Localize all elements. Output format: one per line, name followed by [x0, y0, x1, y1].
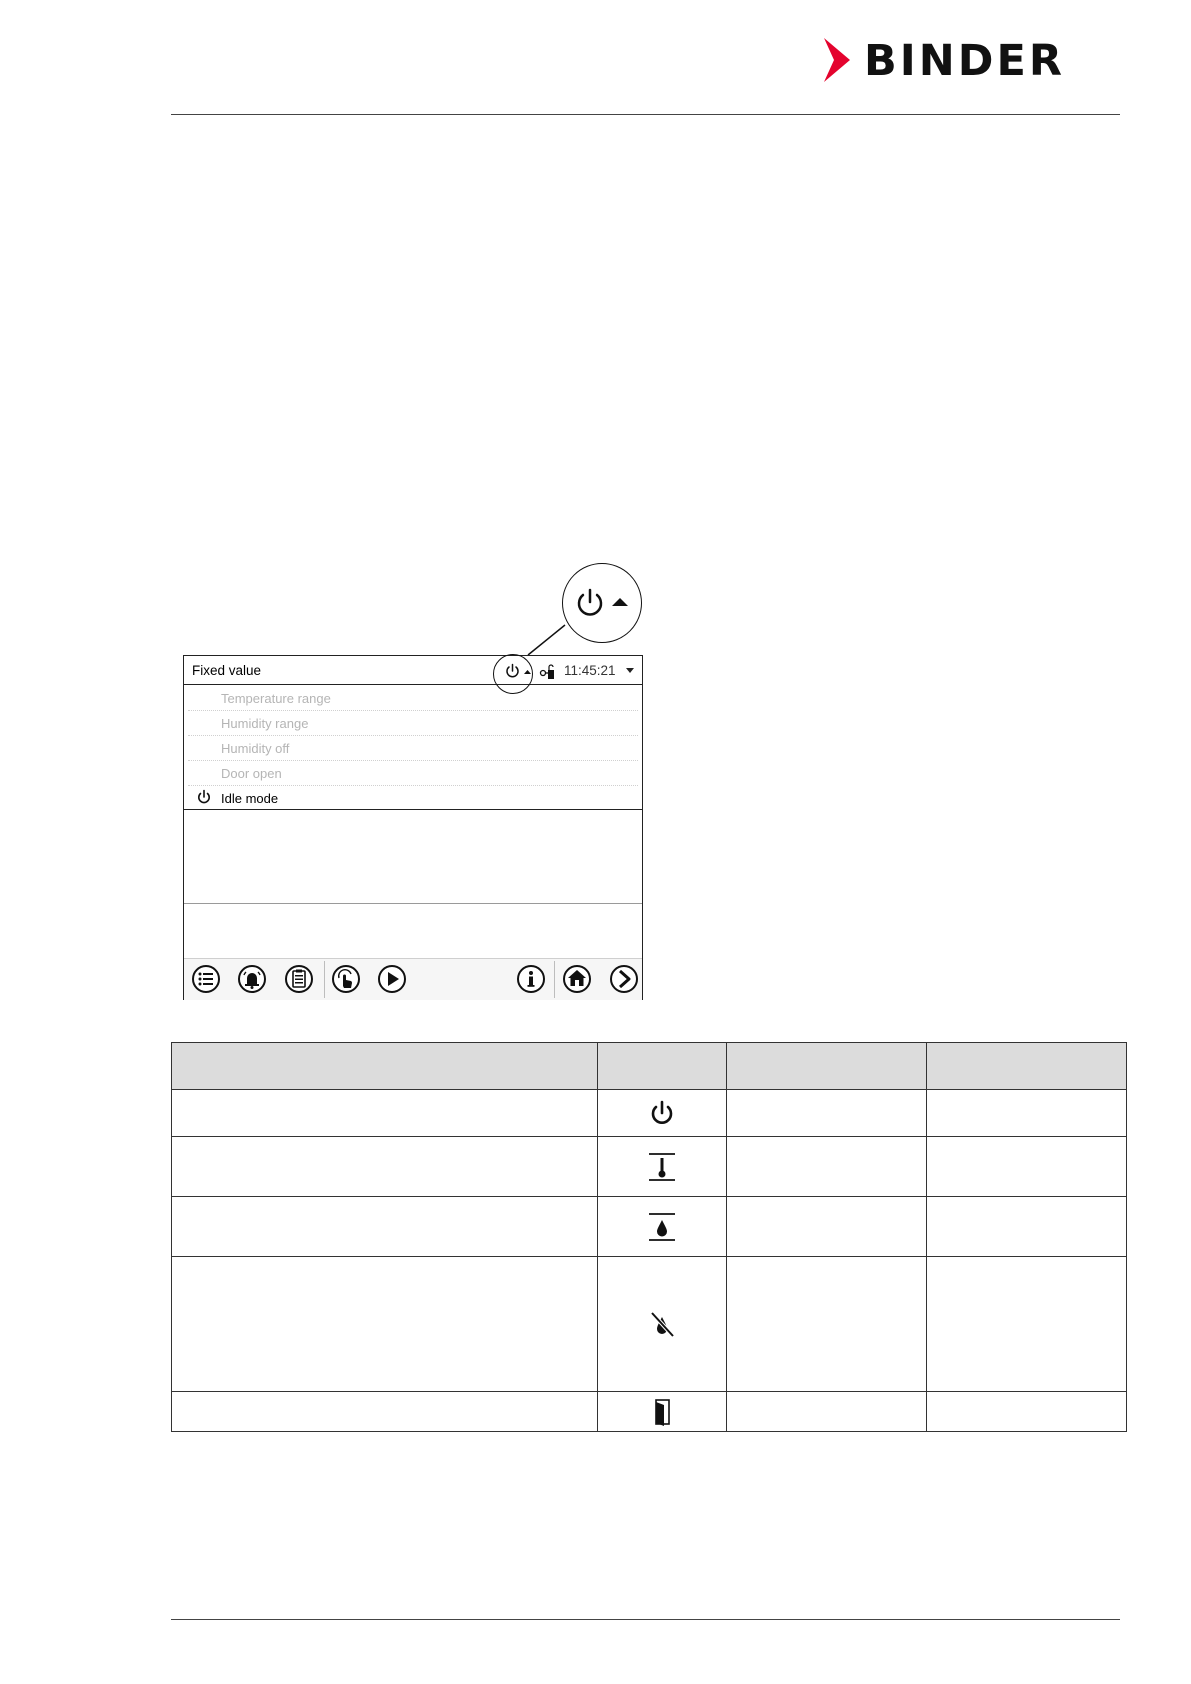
- clock: 11:45:21: [564, 663, 616, 678]
- controller-screen: [183, 655, 643, 1000]
- play-icon[interactable]: [377, 964, 407, 994]
- table-header-cell: [598, 1043, 727, 1090]
- table-header-cell: [727, 1043, 927, 1090]
- table-header-cell: [172, 1043, 598, 1090]
- table-cell: [598, 1197, 727, 1257]
- divider: [184, 903, 642, 904]
- list-item: Humidity range: [188, 710, 638, 736]
- home-icon[interactable]: [562, 964, 592, 994]
- table-row: [172, 1137, 1127, 1197]
- callout-magnifier: [562, 563, 642, 643]
- humidity-off-icon: [647, 1308, 677, 1340]
- table-row: [172, 1257, 1127, 1392]
- table-cell: [598, 1137, 727, 1197]
- list-item: Door open: [188, 760, 638, 786]
- list-item: Idle mode: [188, 785, 638, 810]
- table-header-row: [172, 1043, 1127, 1090]
- logo-arrow-icon: [820, 38, 860, 82]
- table-cell: [927, 1197, 1127, 1257]
- table-cell: [172, 1197, 598, 1257]
- table-cell: [598, 1392, 727, 1432]
- table-cell: [727, 1257, 927, 1392]
- table-row: [172, 1197, 1127, 1257]
- next-arrow-icon[interactable]: [609, 964, 639, 994]
- table-cell: [172, 1257, 598, 1392]
- status-bar: [184, 656, 642, 685]
- warning-list: [184, 685, 642, 810]
- binder-logo: [820, 38, 1120, 86]
- table-cell: [172, 1137, 598, 1197]
- footer-rule: [171, 1619, 1120, 1620]
- power-icon: [579, 590, 601, 614]
- table-header-cell: [927, 1043, 1127, 1090]
- manual-touch-icon[interactable]: [331, 964, 361, 994]
- table-cell: [927, 1392, 1127, 1432]
- temperature-range-icon: [647, 1151, 677, 1183]
- table-cell: [927, 1257, 1127, 1392]
- menu-list-icon[interactable]: [191, 964, 221, 994]
- alarm-bell-icon[interactable]: [237, 964, 267, 994]
- mode-title: Fixed value: [192, 663, 262, 678]
- softkey-separator: [554, 961, 555, 998]
- table-cell: [727, 1392, 927, 1432]
- table-cell: [172, 1392, 598, 1432]
- notes-clipboard-icon[interactable]: [284, 964, 314, 994]
- info-icon[interactable]: [516, 964, 546, 994]
- door-key-lock-icon: [541, 665, 555, 679]
- warning-table: [171, 1042, 1127, 1432]
- table-cell: [927, 1090, 1127, 1137]
- table-cell: [927, 1137, 1127, 1197]
- door-open-icon: [647, 1397, 677, 1427]
- table-cell: [598, 1090, 727, 1137]
- softkey-bar: [184, 958, 642, 1000]
- table-cell: [598, 1257, 727, 1392]
- header-rule: [171, 114, 1120, 115]
- softkey-separator: [324, 961, 325, 998]
- table-cell: [172, 1090, 598, 1137]
- table-cell: [727, 1197, 927, 1257]
- warning-arrow-icon: [612, 598, 628, 606]
- chevron-down-icon[interactable]: [626, 668, 634, 673]
- table-row: [172, 1392, 1127, 1432]
- table-row: [172, 1090, 1127, 1137]
- power-icon: [647, 1098, 677, 1128]
- humidity-range-icon: [647, 1211, 677, 1243]
- table-cell: [727, 1137, 927, 1197]
- power-icon: [195, 788, 213, 806]
- brand-name: BINDER: [864, 36, 1065, 86]
- table-cell: [727, 1090, 927, 1137]
- list-item: Temperature range: [188, 685, 638, 711]
- list-item: Humidity off: [188, 735, 638, 761]
